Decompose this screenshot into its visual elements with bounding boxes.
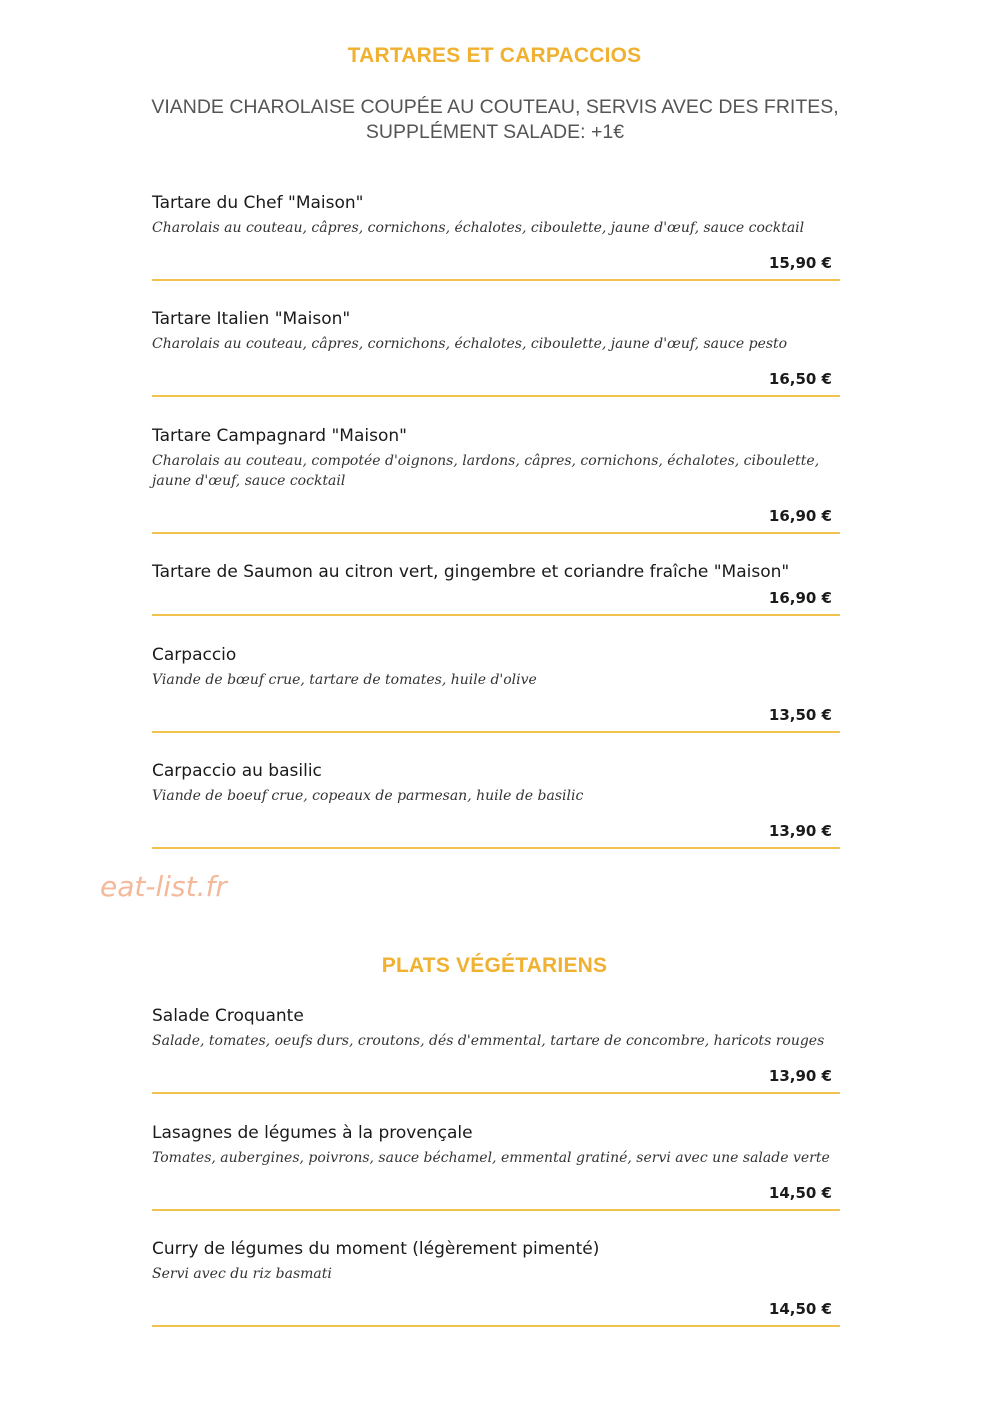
divider — [152, 279, 840, 281]
item-price: 16,50 € — [768, 370, 832, 388]
divider — [152, 847, 840, 849]
divider — [152, 614, 840, 616]
item-description: Salade, tomates, oeufs durs, croutons, dés d'emmental, tartare de concombre, haricots rouges — [152, 1033, 825, 1049]
section-title-vegetariens: PLATS VÉGÉTARIENS — [381, 954, 608, 977]
item-description: Charolais au couteau, compotée d'oignons, lardons, câpres, cornichons, échalotes, ciboulette, jaune d'œuf, sauce cocktail — [152, 453, 820, 489]
menu-item — [152, 192, 840, 282]
item-description: Servi avec du riz basmati — [152, 1266, 332, 1282]
item-price: 13,50 € — [768, 706, 832, 724]
section-title-tartares: TARTARES ET CARPACCIOS — [347, 44, 642, 67]
item-price: 13,90 € — [768, 822, 832, 840]
item-name: Lasagnes de légumes à la provençale — [152, 1123, 473, 1143]
item-name: Tartare Italien "Maison" — [152, 309, 351, 329]
divider — [152, 395, 840, 397]
item-description: Viande de boeuf crue, copeaux de parmesan, huile de basilic — [152, 788, 584, 804]
item-name: Tartare du Chef "Maison" — [152, 193, 364, 213]
menu-item — [152, 760, 840, 850]
menu-item — [152, 1238, 840, 1328]
item-name: Carpaccio — [152, 645, 237, 665]
item-name: Curry de légumes du moment (légèrement pimenté) — [152, 1239, 600, 1259]
item-price: 14,50 € — [768, 1184, 832, 1202]
divider — [152, 1092, 840, 1094]
item-name: Tartare de Saumon au citron vert, gingembre et coriandre fraîche "Maison" — [152, 562, 790, 582]
divider — [152, 1325, 840, 1327]
item-name: Carpaccio au basilic — [152, 761, 322, 781]
menu-item — [152, 1005, 840, 1095]
item-name: Tartare Campagnard "Maison" — [152, 426, 407, 446]
item-description: Viande de bœuf crue, tartare de tomates, huile d'olive — [152, 672, 537, 688]
menu-item — [152, 644, 840, 734]
divider — [152, 532, 840, 534]
watermark: eat-list.fr — [100, 870, 227, 903]
item-name: Salade Croquante — [152, 1006, 304, 1026]
item-description: Tomates, aubergines, poivrons, sauce béchamel, emmental gratiné, servi avec une salade verte — [152, 1150, 830, 1166]
divider — [152, 731, 840, 733]
item-description: Charolais au couteau, câpres, cornichons, échalotes, ciboulette, jaune d'œuf, sauce pesto — [152, 336, 788, 352]
item-price: 16,90 € — [768, 507, 832, 525]
menu-item — [152, 308, 840, 398]
menu-item — [152, 561, 840, 619]
item-price: 13,90 € — [768, 1067, 832, 1085]
item-description: Charolais au couteau, câpres, cornichons, échalotes, ciboulette, jaune d'œuf, sauce cocktail — [152, 220, 805, 236]
item-price: 16,90 € — [768, 589, 832, 607]
menu-item — [152, 1122, 840, 1212]
section-subtitle-tartares: VIANDE CHAROLAISE COUPÉE AU COUTEAU, SERVIS AVEC DES FRITES, SUPPLÉMENT SALADE: +1€ — [151, 96, 839, 143]
menu-item — [152, 425, 840, 535]
divider — [152, 1209, 840, 1211]
item-price: 15,90 € — [768, 254, 832, 272]
item-price: 14,50 € — [768, 1300, 832, 1318]
